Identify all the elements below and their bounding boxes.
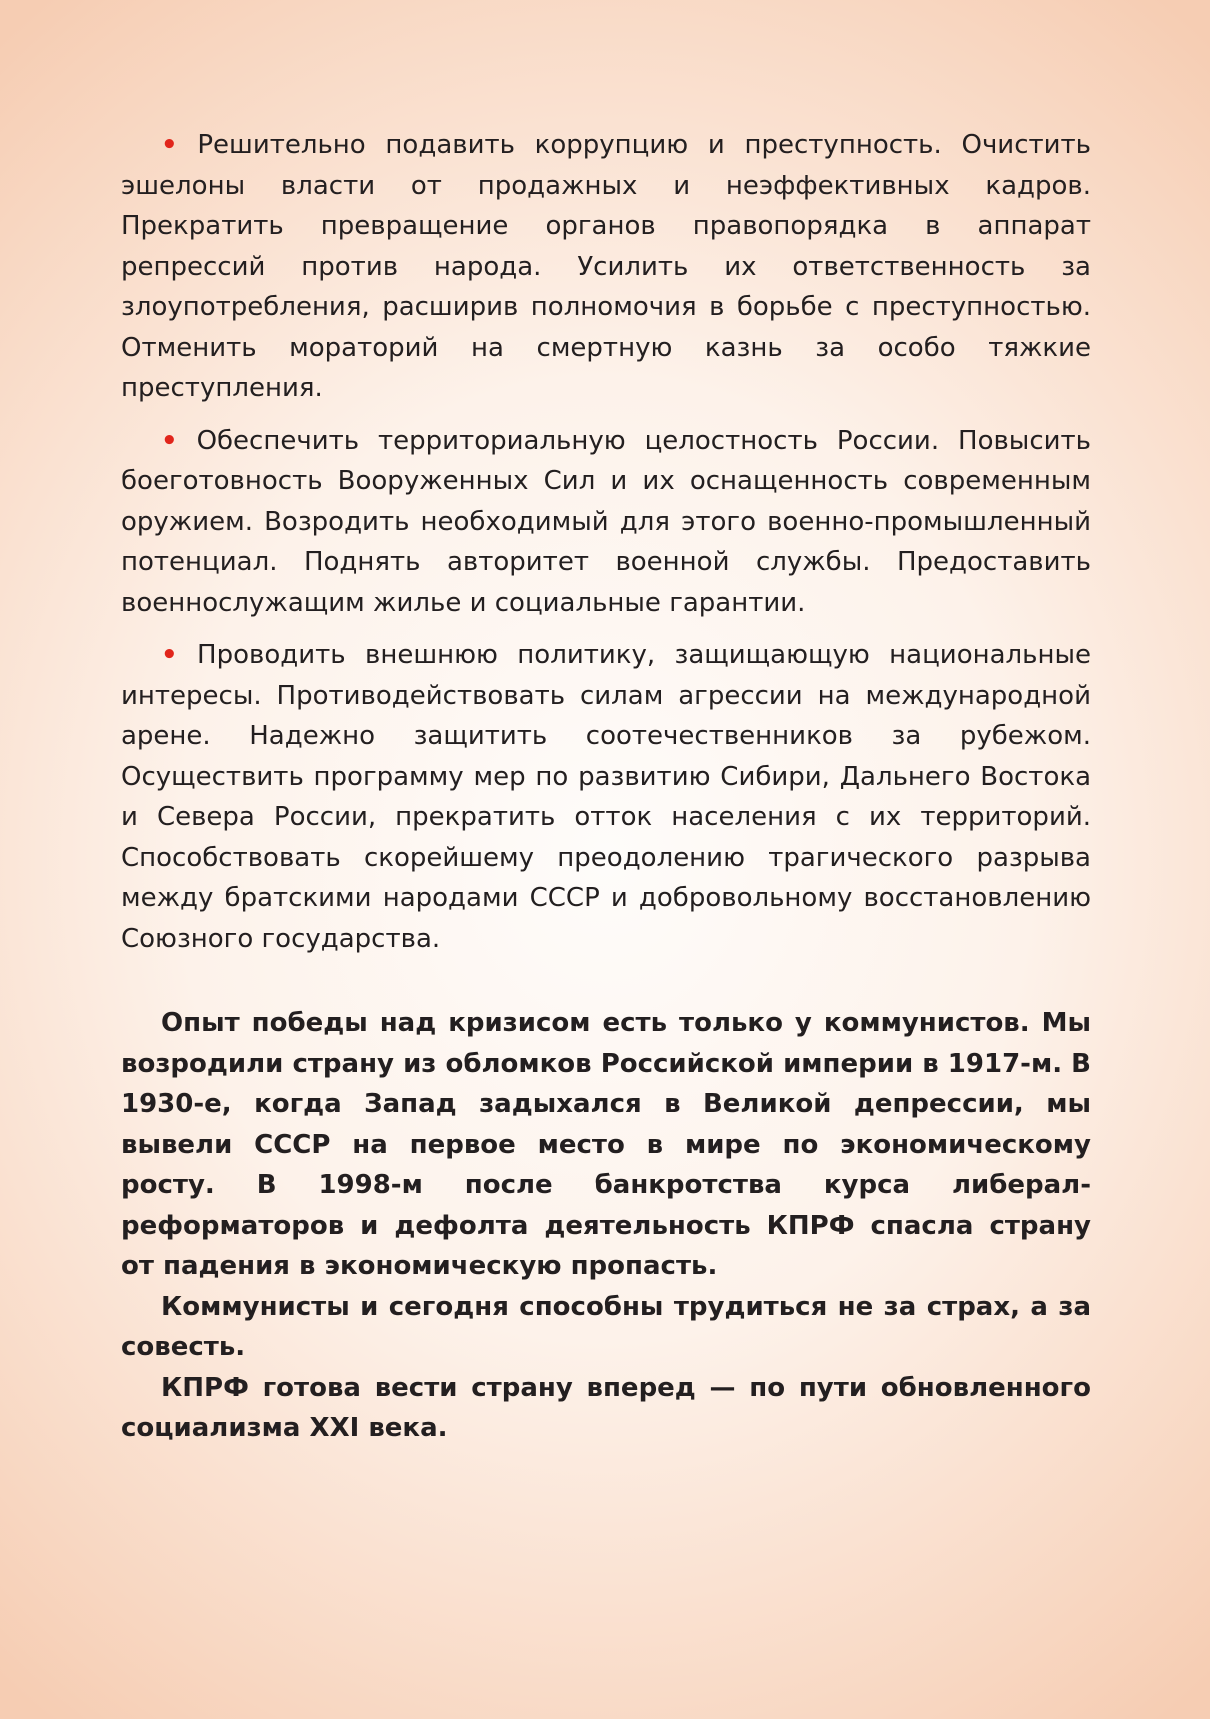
bullet-icon: •	[161, 640, 178, 670]
conclusion-paragraph-experience: Опыт победы над кризисом есть только у коммунистов. Мы возродили страну из обломков Российской империи в 1917-м. В 1930-е, когда Запад задыхался в Великой депрессии, мы вывели СССР на первое место в мире по экономическому росту. В 1998-м после банкротства курса либерал-реформаторов и дефолта деятельность КПРФ спасла страну от падения в экономическую пропасть.	[121, 1008, 1091, 1281]
page-content	[121, 125, 1091, 1449]
bullet-icon: •	[161, 130, 178, 160]
bullet-icon: •	[161, 425, 178, 456]
bullet-paragraph-foreign-policy	[121, 635, 1091, 959]
conclusion-paragraph-conscience: Коммунисты и сегодня способны трудиться не за страх, а за совесть.	[121, 1291, 1091, 1362]
conclusion-paragraph-socialism: КПРФ готова вести страну вперед — по пути обновленного социализма XXI века.	[121, 1372, 1091, 1443]
bullet-paragraph-corruption	[121, 125, 1091, 409]
bullet-text: Решительно подавить коррупцию и преступность. Очистить эшелоны власти от продажных и неэффективных кадров. Прекратить превращение органов правопорядка в аппарат репрессий против народа. Усилить их ответственность за злоупотребления, расширив полномочия в борьбе с преступностью. Отменить мораторий на смертную казнь за особо тяжкие преступления.	[121, 130, 1092, 403]
conclusion-section	[121, 1003, 1091, 1449]
bullet-text: Обеспечить территориальную целостность России. Повысить боеготовность Вооруженных Сил и их оснащенность современным оружием. Возродить необходимый для этого военно-промышленный потенциал. Поднять авторитет военной службы. Предоставить военнослужащим жилье и социальные гарантии.	[121, 425, 1091, 618]
bullet-paragraph-defense	[121, 421, 1091, 624]
bullet-text: Проводить внешнюю политику, защищающую национальные интересы. Противодействовать силам агрессии на международной арене. Надежно защитить соотечественников за рубежом. Осуществить программу мер по развитию Сибири, Дальнего Востока и Севера России, прекратить отток населения с их территорий. Способствовать скорейшему преодолению трагического разрыва между братскими народами СССР и добровольному восстановлению Союзного государства.	[121, 640, 1092, 954]
